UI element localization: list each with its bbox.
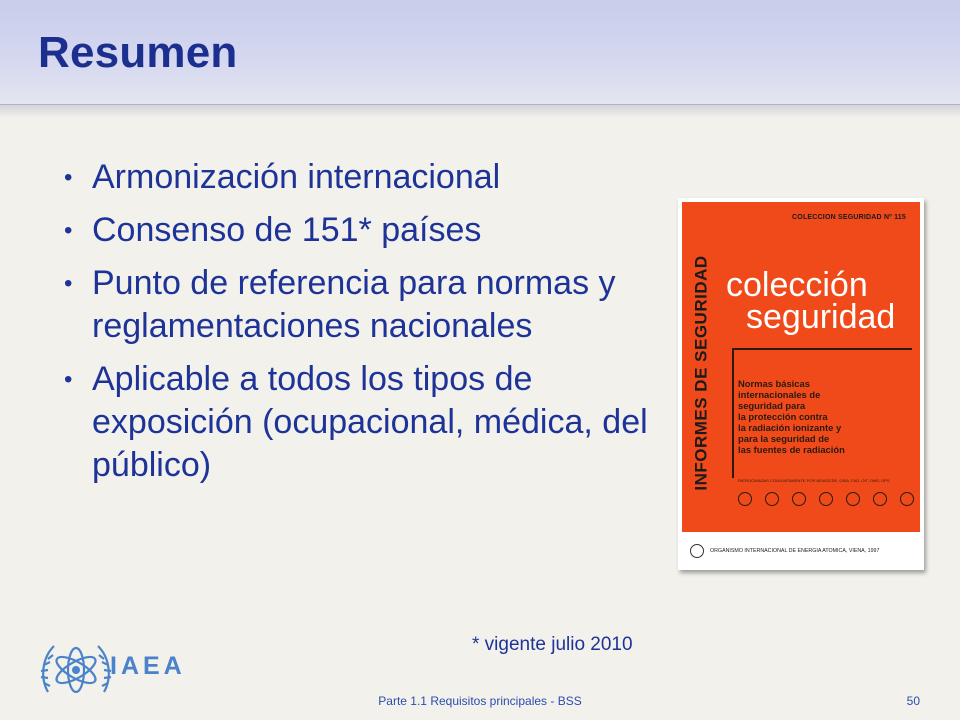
bullet-item [62, 156, 662, 199]
slide-title: Resumen [38, 28, 238, 77]
cover-title-line2: seguridad [746, 298, 896, 336]
sponsor-logo-icon [846, 492, 860, 506]
cover-description [738, 378, 908, 455]
bullet-text: Consenso de 151* países [92, 211, 482, 249]
footnote: * vigente julio 2010 [472, 634, 633, 655]
cover-red-panel [682, 202, 920, 532]
book-cover-image [678, 198, 924, 570]
sponsor-logo-icon [765, 492, 779, 506]
bullet-text: Punto de referencia para normas y reglamentaciones nacionales [92, 264, 616, 345]
cover-description-line: la radiación ionizante y [738, 422, 842, 433]
cover-side-label [688, 232, 716, 514]
bullet-dot-icon: • [64, 366, 73, 393]
cover-publisher: ORGANISMO INTERNACIONAL DE ENERGIA ATOMICA, VIENA, 1997 [710, 548, 880, 554]
bullet-dot-icon: • [64, 217, 73, 244]
footer-text: Parte 1.1 Requisitos principales - BSS [378, 694, 582, 708]
sponsor-logo-icon [873, 492, 887, 506]
header-shadow [0, 104, 960, 118]
cover-title-line1: colección [726, 266, 868, 304]
cover-series-label: COLECCION SEGURIDAD Nº 115 [792, 214, 906, 221]
sponsor-logo-icon [900, 492, 914, 506]
cover-rule [732, 348, 912, 350]
sponsor-logo-icon [792, 492, 806, 506]
cover-description-line: la protección contra [738, 411, 828, 422]
bullet-dot-icon: • [64, 270, 73, 297]
bullet-dot-icon: • [64, 164, 73, 191]
cover-description-line: seguridad para [738, 400, 806, 411]
cover-sponsor-logos [738, 492, 914, 506]
cover-publisher-bar [682, 538, 920, 564]
page-number: 50 [906, 694, 920, 708]
iaea-logo-text: IAEA [110, 652, 186, 680]
bullet-item [62, 358, 662, 487]
cover-vertical-rule [732, 348, 734, 478]
iaea-emblem-icon [690, 544, 704, 558]
bullet-list [62, 156, 662, 497]
bullet-text: Armonización internacional [92, 158, 501, 196]
sponsor-logo-icon [738, 492, 752, 506]
cover-description-line: internacionales de [738, 389, 821, 400]
cover-description-line: las fuentes de radiación [738, 444, 845, 455]
cover-side-text: INFORMES DE SEGURIDAD [692, 255, 712, 491]
bullet-item [62, 209, 662, 252]
cover-description-line: Normas básicas [738, 378, 810, 389]
bullet-text: Aplicable a todos los tipos de exposición (ocupacional, médica, del público) [92, 360, 648, 484]
sponsor-logo-icon [819, 492, 833, 506]
cover-description-line: para la seguridad de [738, 433, 830, 444]
cover-sponsors: PATROCINADAS CONJUNTAMENTE POR AEN/OCDE, OIEA, FAO, OIT, OMS, OPS [738, 478, 890, 483]
bullet-item [62, 262, 662, 348]
